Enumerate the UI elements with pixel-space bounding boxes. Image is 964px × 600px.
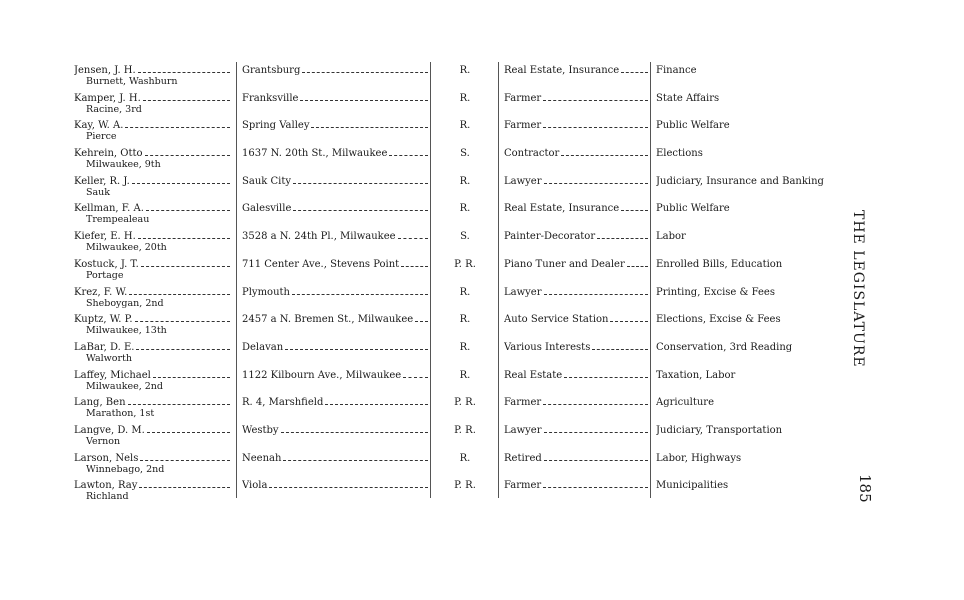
dot-leader <box>621 72 648 73</box>
occupation-cell <box>504 231 648 242</box>
member-district: Milwaukee, 2nd <box>86 380 164 392</box>
member-party: R. <box>459 341 471 353</box>
member-address: Galesville <box>242 203 292 215</box>
member-occupation: Lawyer <box>504 175 542 187</box>
member-cell <box>74 120 230 142</box>
dot-leader <box>135 321 230 322</box>
member-district: Racine, 3rd <box>86 103 142 115</box>
address-cell <box>242 370 428 381</box>
member-address: Plymouth <box>242 286 290 298</box>
address-cell <box>242 148 428 159</box>
dot-leader <box>143 100 230 101</box>
dot-leader <box>564 377 648 378</box>
table-row <box>74 63 834 91</box>
member-table <box>74 63 834 506</box>
member-committees: Judiciary, Transportation <box>656 424 783 436</box>
member-name: Krez, F. W. <box>74 286 128 298</box>
dot-leader <box>403 377 428 378</box>
dot-leader <box>145 155 230 156</box>
member-party: P. R. <box>454 424 476 436</box>
dot-leader <box>401 266 428 267</box>
dot-leader <box>283 460 428 461</box>
member-committees: Public Welfare <box>656 120 730 132</box>
dot-leader <box>292 294 428 295</box>
member-party: R. <box>459 452 471 464</box>
member-party: P. R. <box>454 480 476 492</box>
member-occupation: Auto Service Station <box>504 314 609 326</box>
member-committees: Elections, Excise & Fees <box>656 314 781 326</box>
occupation-cell <box>504 65 648 76</box>
member-occupation: Real Estate, Insurance <box>504 65 620 76</box>
dot-leader <box>139 487 230 488</box>
address-cell <box>242 120 428 131</box>
member-occupation: Farmer <box>504 92 542 104</box>
dot-leader <box>592 349 648 350</box>
member-cell <box>74 259 230 281</box>
member-name: Kostuck, J. T. <box>74 258 139 270</box>
member-name: LaBar, D. E. <box>74 341 135 353</box>
table-row <box>74 451 834 479</box>
address-cell <box>242 259 428 270</box>
member-party: R. <box>459 203 471 215</box>
member-address: 1637 N. 20th St., Milwaukee <box>242 148 388 160</box>
table-row <box>74 174 834 202</box>
member-district: Milwaukee, 13th <box>86 325 167 337</box>
member-cell <box>74 287 230 309</box>
member-committees: Labor <box>656 231 686 243</box>
member-committees: Finance <box>656 65 697 76</box>
dot-leader <box>141 266 230 267</box>
table-row <box>74 91 834 119</box>
dot-leader <box>543 127 648 128</box>
dot-leader <box>543 100 648 101</box>
member-address: Grantsburg <box>242 65 301 76</box>
dot-leader <box>389 155 428 156</box>
member-cell <box>74 231 230 253</box>
member-cell <box>74 314 230 336</box>
dot-leader <box>415 321 428 322</box>
table-row <box>74 118 834 146</box>
member-committees: Elections <box>656 148 703 160</box>
member-district: Richland <box>86 491 129 503</box>
member-name: Lawton, Ray <box>74 480 138 492</box>
table-row <box>74 368 834 396</box>
dot-leader <box>293 210 428 211</box>
member-committees: Municipalities <box>656 480 729 492</box>
address-cell <box>242 397 428 408</box>
member-district: Milwaukee, 20th <box>86 242 167 254</box>
member-district: Vernon <box>86 435 121 447</box>
table-row <box>74 257 834 285</box>
dot-leader <box>627 266 648 267</box>
member-district: Sheboygan, 2nd <box>86 297 164 309</box>
dot-leader <box>269 487 428 488</box>
member-district: Trempealeau <box>86 214 150 226</box>
member-cell <box>74 397 230 419</box>
member-committees: Agriculture <box>656 397 714 409</box>
dot-leader <box>132 183 230 184</box>
member-district: Burnett, Washburn <box>86 76 178 87</box>
address-cell <box>242 314 428 325</box>
dot-leader <box>125 127 230 128</box>
address-cell <box>242 203 428 214</box>
member-cell <box>74 203 230 225</box>
member-occupation: Farmer <box>504 480 542 492</box>
member-address: Viola <box>242 480 268 492</box>
occupation-cell <box>504 314 648 325</box>
occupation-cell <box>504 203 648 214</box>
member-party: S. <box>460 231 470 243</box>
dot-leader <box>311 127 428 128</box>
dot-leader <box>293 183 428 184</box>
member-address: Sauk City <box>242 175 292 187</box>
member-name: Kamper, J. H. <box>74 92 141 104</box>
member-name: Lang, Ben <box>74 397 126 409</box>
member-cell <box>74 425 230 447</box>
member-occupation: Contractor <box>504 148 560 160</box>
member-address: 1122 Kilbourn Ave., Milwaukee <box>242 369 402 381</box>
member-occupation: Farmer <box>504 397 542 409</box>
member-party: R. <box>459 286 471 298</box>
member-committees: Taxation, Labor <box>656 369 736 381</box>
member-cell <box>74 93 230 115</box>
member-party: R. <box>459 92 471 104</box>
address-cell <box>242 231 428 242</box>
address-cell <box>242 480 428 491</box>
dot-leader <box>543 487 648 488</box>
member-committees: Labor, Highways <box>656 452 742 464</box>
occupation-cell <box>504 93 648 104</box>
dot-leader <box>621 210 648 211</box>
member-cell <box>74 370 230 392</box>
member-committees: State Affairs <box>656 92 720 104</box>
member-party: S. <box>460 148 470 160</box>
dot-leader <box>544 460 648 461</box>
member-party: P. R. <box>454 397 476 409</box>
member-district: Sauk <box>86 186 111 198</box>
member-committees: Conservation, 3rd Reading <box>656 341 793 353</box>
member-committees: Enrolled Bills, Education <box>656 258 783 270</box>
dot-leader <box>610 321 648 322</box>
dot-leader <box>300 100 428 101</box>
table-row <box>74 478 834 506</box>
member-party: R. <box>459 65 471 76</box>
dot-leader <box>136 349 230 350</box>
member-occupation: Real Estate <box>504 369 563 381</box>
running-head: THE LEGISLATURE <box>850 210 866 368</box>
dot-leader <box>544 183 648 184</box>
member-party: R. <box>459 175 471 187</box>
member-committees: Public Welfare <box>656 203 730 215</box>
member-name: Kiefer, E. H. <box>74 231 136 243</box>
member-party: R. <box>459 314 471 326</box>
dot-leader <box>544 294 648 295</box>
member-cell <box>74 65 230 87</box>
dot-leader <box>544 432 648 433</box>
member-cell <box>74 480 230 502</box>
member-occupation: Farmer <box>504 120 542 132</box>
occupation-cell <box>504 480 648 491</box>
occupation-cell <box>504 176 648 187</box>
occupation-cell <box>504 120 648 131</box>
table-row <box>74 285 834 313</box>
member-district: Pierce <box>86 131 117 143</box>
dot-leader <box>128 404 230 405</box>
member-name: Larson, Nels <box>74 452 139 464</box>
member-name: Kay, W. A. <box>74 120 124 132</box>
member-committees: Judiciary, Insurance and Banking <box>656 175 824 187</box>
member-cell <box>74 176 230 198</box>
member-address: 2457 a N. Bremen St., Milwaukee <box>242 314 414 326</box>
member-name: Jensen, J. H. <box>74 65 136 76</box>
occupation-cell <box>504 397 648 408</box>
member-cell <box>74 342 230 364</box>
member-name: Laffey, Michael <box>74 369 151 381</box>
member-district: Marathon, 1st <box>86 408 155 420</box>
member-party: R. <box>459 369 471 381</box>
member-cell <box>74 453 230 475</box>
table-row <box>74 229 834 257</box>
dot-leader <box>398 238 428 239</box>
member-address: 711 Center Ave., Stevens Point <box>242 258 400 270</box>
member-occupation: Retired <box>504 452 542 464</box>
dot-leader <box>281 432 428 433</box>
address-cell <box>242 65 428 76</box>
address-cell <box>242 453 428 464</box>
table-row <box>74 340 834 368</box>
dot-leader <box>597 238 648 239</box>
address-cell <box>242 287 428 298</box>
member-district: Walworth <box>86 352 132 364</box>
table-row <box>74 201 834 229</box>
member-address: Franksville <box>242 92 299 104</box>
member-district: Winnebago, 2nd <box>86 463 165 475</box>
dot-leader <box>138 238 230 239</box>
member-district: Portage <box>86 269 124 281</box>
occupation-cell <box>504 148 648 159</box>
dot-leader <box>140 460 230 461</box>
member-occupation: Lawyer <box>504 424 542 436</box>
occupation-cell <box>504 259 648 270</box>
member-occupation: Lawyer <box>504 286 542 298</box>
member-name: Kellman, F. A. <box>74 203 144 215</box>
member-address: Neenah <box>242 452 282 464</box>
dot-leader <box>153 377 230 378</box>
member-occupation: Piano Tuner and Dealer <box>504 258 625 270</box>
address-cell <box>242 93 428 104</box>
member-occupation: Painter-Decorator <box>504 231 596 243</box>
member-address: Westby <box>242 424 279 436</box>
member-address: R. 4, Marshfield <box>242 397 324 409</box>
member-district: Milwaukee, 9th <box>86 159 161 171</box>
occupation-cell <box>504 342 648 353</box>
occupation-cell <box>504 287 648 298</box>
member-address: 3528 a N. 24th Pl., Milwaukee <box>242 231 396 243</box>
dot-leader <box>325 404 428 405</box>
dot-leader <box>129 294 230 295</box>
dot-leader <box>302 72 428 73</box>
occupation-cell <box>504 453 648 464</box>
dot-leader <box>138 72 230 73</box>
member-name: Kehrein, Otto <box>74 148 143 160</box>
dot-leader <box>285 349 428 350</box>
occupation-cell <box>504 370 648 381</box>
member-cell <box>74 148 230 170</box>
table-row <box>74 312 834 340</box>
member-occupation: Real Estate, Insurance <box>504 203 620 215</box>
member-address: Delavan <box>242 341 284 353</box>
page-number: 185 <box>856 474 874 503</box>
member-name: Langve, D. M. <box>74 424 145 436</box>
member-name: Kuptz, W. P. <box>74 314 133 326</box>
table-row <box>74 423 834 451</box>
dot-leader <box>543 404 648 405</box>
table-row <box>74 395 834 423</box>
occupation-cell <box>504 425 648 436</box>
member-occupation: Various Interests <box>504 341 591 353</box>
member-party: R. <box>459 120 471 132</box>
member-name: Keller, R. J. <box>74 175 130 187</box>
dot-leader <box>561 155 648 156</box>
address-cell <box>242 176 428 187</box>
address-cell <box>242 342 428 353</box>
member-committees: Printing, Excise & Fees <box>656 286 775 298</box>
dot-leader <box>146 210 230 211</box>
address-cell <box>242 425 428 436</box>
member-party: P. R. <box>454 258 476 270</box>
member-address: Spring Valley <box>242 120 310 132</box>
dot-leader <box>147 432 230 433</box>
table-row <box>74 146 834 174</box>
